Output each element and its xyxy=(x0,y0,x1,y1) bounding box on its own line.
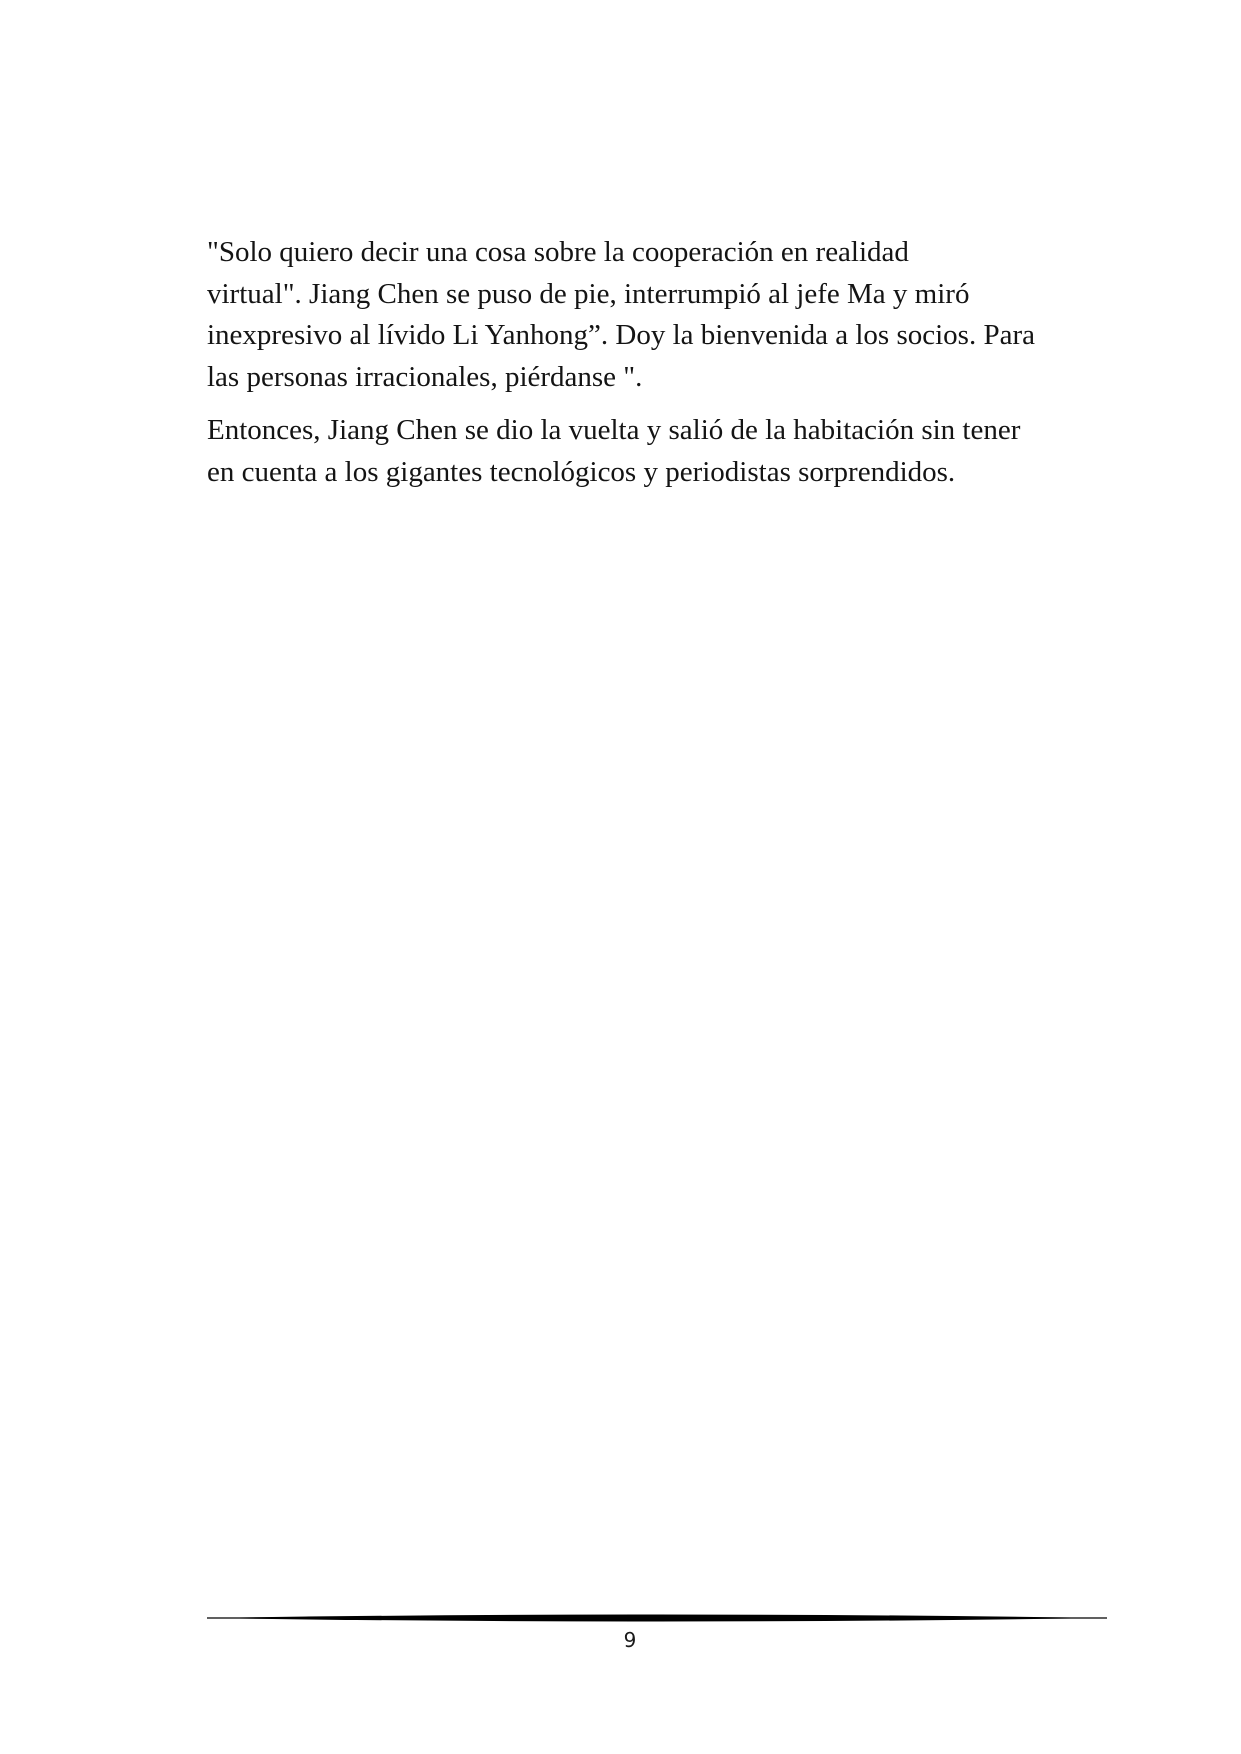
paragraph-1 xyxy=(207,232,1067,398)
paragraph-line: "Solo quiero decir una cosa sobre la cooperación en realidad xyxy=(207,236,909,268)
paragraph-2 xyxy=(207,410,1067,493)
paragraph-line: las personas irracionales, piérdanse ". xyxy=(207,360,643,393)
paragraph-line: inexpresivo al lívido Li Yanhong”. Doy la bienvenida a los socios. Para xyxy=(207,319,1035,351)
paragraph-line: en cuenta a los gigantes tecnológicos y periodistas sorprendidos. xyxy=(207,455,956,488)
body-text xyxy=(207,232,1067,505)
footer-divider xyxy=(207,1612,1107,1624)
paragraph-line: virtual". Jiang Chen se puso de pie, interrumpió al jefe Ma y miró xyxy=(207,277,970,310)
page-number: 9 xyxy=(623,1628,637,1652)
paragraph-line: Entonces, Jiang Chen se dio la vuelta y salió de la habitación sin tener xyxy=(207,414,1021,446)
